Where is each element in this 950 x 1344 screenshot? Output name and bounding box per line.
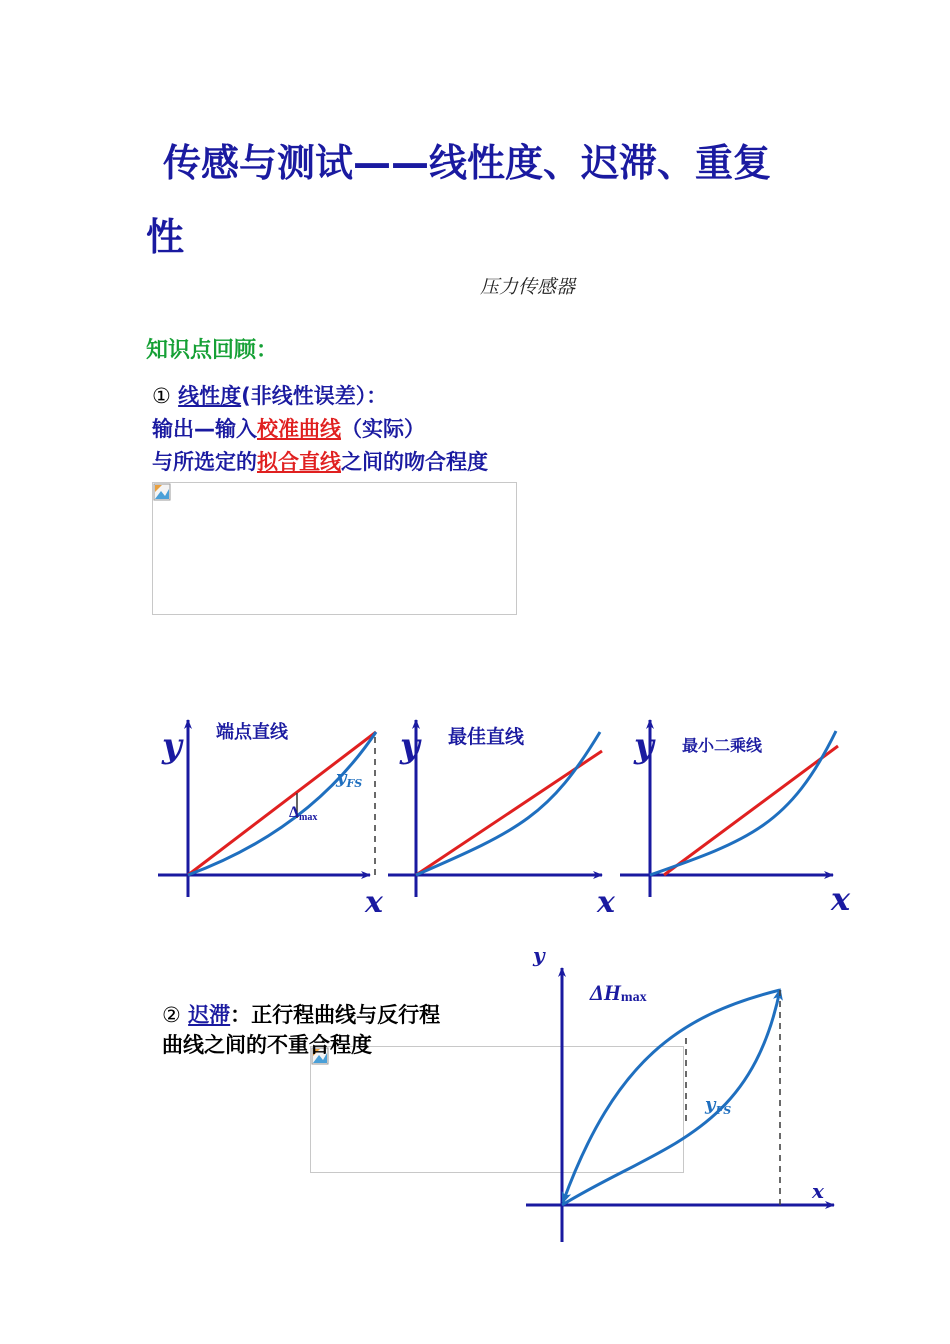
forward-stroke-curve bbox=[562, 990, 780, 1205]
title-line-2: 性 bbox=[146, 215, 185, 259]
subtitle: 压力传感器 bbox=[480, 276, 576, 298]
linearity-line-2-post: （实际） bbox=[341, 417, 425, 441]
delta-max-label: Δmax bbox=[289, 804, 318, 823]
item-number: ② bbox=[162, 1003, 181, 1027]
fit-line bbox=[188, 732, 376, 875]
linearity-term-link[interactable]: 线性度 bbox=[178, 384, 242, 408]
image-placeholder bbox=[152, 482, 517, 615]
hysteresis-section bbox=[162, 1000, 440, 1060]
reverse-stroke-curve bbox=[563, 990, 780, 1202]
x-axis-label: x bbox=[831, 880, 851, 918]
fit-line-term: 拟合直线 bbox=[257, 450, 341, 474]
hysteresis-line-2: 曲线之间的不重合程度 bbox=[162, 1033, 372, 1057]
graph-best-line bbox=[388, 720, 616, 920]
review-heading: 知识点回顾： bbox=[146, 338, 279, 363]
yfs-label: $y_{FS}$ bbox=[705, 1094, 732, 1117]
linearity-line-2 bbox=[152, 413, 488, 446]
linearity-section bbox=[152, 380, 488, 479]
linearity-line-2-pre: 输出—输入 bbox=[152, 417, 257, 441]
x-axis-label: x bbox=[365, 885, 383, 920]
graph-title: 端点直线 bbox=[216, 722, 288, 742]
graph-endpoint-line bbox=[158, 720, 384, 920]
hysteresis-line-1-post: ：正行程曲线与反行程 bbox=[230, 1003, 441, 1027]
title-line-1: 传感与测试——线性度、迟滞、重复 bbox=[163, 141, 772, 185]
hysteresis-term-link[interactable]: 迟滞 bbox=[188, 1003, 231, 1027]
broken-image-icon bbox=[153, 483, 171, 501]
y-axis-label: y bbox=[634, 726, 654, 766]
calibration-curve-term: 校准曲线 bbox=[257, 417, 341, 441]
y-axis-label: y bbox=[162, 726, 182, 766]
y-axis-label: y bbox=[533, 943, 545, 967]
linearity-graphs bbox=[150, 715, 860, 920]
linearity-line-3 bbox=[152, 446, 488, 479]
calibration-curve bbox=[416, 732, 600, 875]
delta-h-max-label: ΔHmax bbox=[590, 980, 647, 1005]
hysteresis-line-1 bbox=[162, 1000, 440, 1030]
x-axis-label: x bbox=[812, 1179, 824, 1203]
graph-least-squares-line bbox=[620, 720, 851, 918]
item-number: ① bbox=[152, 384, 171, 408]
linearity-line-1 bbox=[152, 380, 488, 413]
x-axis-label: x bbox=[597, 885, 615, 920]
y-axis-label: y bbox=[400, 726, 420, 766]
graph-title: 最佳直线 bbox=[448, 727, 525, 748]
page-title bbox=[146, 126, 846, 274]
hysteresis-graph bbox=[520, 940, 850, 1245]
linearity-paren: (非线性误差）： bbox=[241, 384, 388, 408]
yfs-label: $y_{FS}$ bbox=[336, 767, 363, 790]
linearity-line-3-pre: 与所选定的 bbox=[152, 450, 257, 474]
graph-title: 最小二乘线 bbox=[682, 738, 763, 755]
fit-line bbox=[664, 746, 838, 875]
linearity-line-3-post: 之间的吻合程度 bbox=[341, 450, 488, 474]
